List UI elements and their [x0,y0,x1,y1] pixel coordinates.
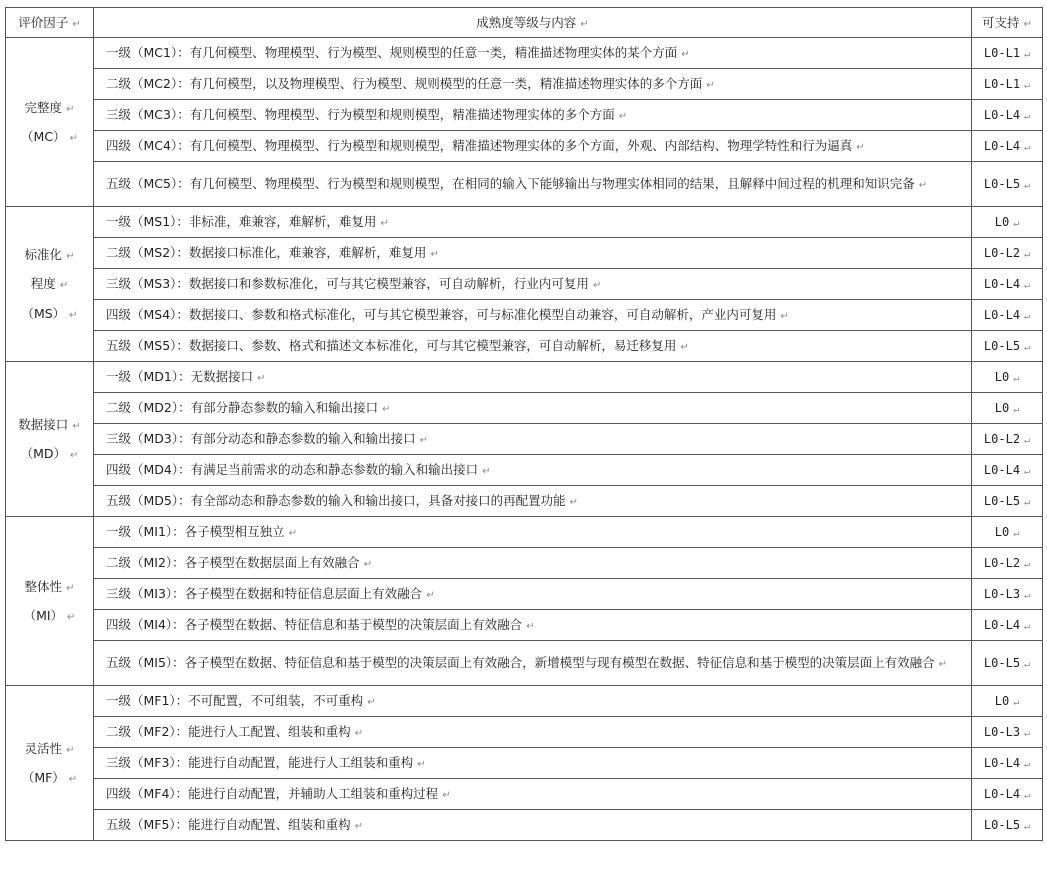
level-cell: L0-L5 ↵ [972,641,1043,686]
header-row [6,8,1043,38]
factor-line: （MC） ↵ [21,129,78,144]
table-row [6,717,1043,748]
level-cell: L0-L4 ↵ [972,748,1043,779]
level-cell: L0-L4 ↵ [972,100,1043,131]
content-cell: 三级（MI3）：各子模型在数据和特征信息层面上有效融合 ↵ [94,579,972,610]
level-cell: L0 ↵ [972,686,1043,717]
maturity-table [5,7,1043,841]
header-levels: 可支持 ↵ [972,8,1043,38]
content-cell: 二级（MC2）：有几何模型，以及物理模型、行为模型、规则模型的任意一类，精准描述物理实体的多个方面 ↵ [94,69,972,100]
table-row [6,393,1043,424]
table-row [6,779,1043,810]
level-cell: L0-L2 ↵ [972,238,1043,269]
content-cell: 四级（MD4）：有满足当前需求的动态和静态参数的输入和输出接口 ↵ [94,455,972,486]
level-cell: L0-L4 ↵ [972,610,1043,641]
level-cell: L0-L5 ↵ [972,331,1043,362]
content-cell: 一级（MC1）：有几何模型、物理模型、行为模型、规则模型的任意一类，精准描述物理实体的某个方面 ↵ [94,38,972,69]
content-cell: 二级（MS2）：数据接口标准化，难兼容，难解析，难复用 ↵ [94,238,972,269]
level-cell: L0-L5 ↵ [972,162,1043,207]
factor-cell [6,207,94,362]
level-cell: L0-L5 ↵ [972,810,1043,841]
table-row [6,362,1043,393]
table-row [6,548,1043,579]
level-cell: L0-L1 ↵ [972,69,1043,100]
content-cell: 一级（MS1）：非标准，难兼容，难解析，难复用 ↵ [94,207,972,238]
content-cell: 二级（MD2）：有部分静态参数的输入和输出接口 ↵ [94,393,972,424]
table-row [6,331,1043,362]
table-row [6,579,1043,610]
content-cell: 五级（MC5）：有几何模型、物理模型、行为模型和规则模型，在相同的输入下能够输出与物理实体相同的结果，且解释中间过程的机理和知识完备 ↵ [94,162,972,207]
factor-line: （MS） ↵ [21,305,78,321]
header-factor: 评价因子 ↵ [6,8,94,38]
table-row [6,269,1043,300]
table-row [6,162,1043,207]
table-row [6,810,1043,841]
table-row [6,100,1043,131]
level-cell: L0-L2 ↵ [972,548,1043,579]
level-cell: L0-L5 ↵ [972,486,1043,517]
content-cell: 三级（MC3）：有几何模型、物理模型、行为模型和规则模型，精准描述物理实体的多个方面 ↵ [94,100,972,131]
content-cell: 四级（MC4）：有几何模型、物理模型、行为模型和规则模型，精准描述物理实体的多个方面，外观、内部结构、物理学特性和行为逼真 ↵ [94,131,972,162]
content-cell: 三级（MS3）：数据接口和参数标准化，可与其它模型兼容，可自动解析，行业内可复用 ↵ [94,269,972,300]
level-cell: L0 ↵ [972,207,1043,238]
content-cell: 一级（MF1）：不可配置，不可组装，不可重构 ↵ [94,686,972,717]
factor-line: 标准化 ↵ [24,246,75,262]
factor-line: 灵活性 ↵ [24,740,75,756]
level-cell: L0 ↵ [972,393,1043,424]
level-cell: L0-L3 ↵ [972,717,1043,748]
table-row [6,610,1043,641]
content-cell: 四级（MS4）：数据接口、参数和格式标准化，可与其它模型兼容，可与标准化模型自动兼容，可自动解析，产业内可复用 ↵ [94,300,972,331]
content-cell: 五级（MF5）：能进行自动配置、组装和重构 ↵ [94,810,972,841]
factor-line: （MI） ↵ [23,608,76,623]
table-row [6,300,1043,331]
level-cell: L0 ↵ [972,362,1043,393]
factor-cell [6,362,94,517]
table-row [6,424,1043,455]
content-cell: 一级（MD1）：无数据接口 ↵ [94,362,972,393]
content-cell: 五级（MS5）：数据接口、参数、格式和描述文本标准化，可与其它模型兼容，可自动解析，易迁移复用 ↵ [94,331,972,362]
factor-cell [6,517,94,686]
level-cell: L0-L4 ↵ [972,779,1043,810]
content-cell: 三级（MF3）：能进行自动配置，能进行人工组装和重构 ↵ [94,748,972,779]
table-row [6,69,1043,100]
factor-line: 数据接口 ↵ [18,416,81,432]
factor-line: （MD） ↵ [20,446,79,461]
level-cell: L0-L4 ↵ [972,455,1043,486]
content-cell: 一级（MI1）：各子模型相互独立 ↵ [94,517,972,548]
level-cell: L0 ↵ [972,517,1043,548]
content-cell: 五级（MD5）：有全部动态和静态参数的输入和输出接口，具备对接口的再配置功能 ↵ [94,486,972,517]
table-body [6,38,1043,841]
table-row [6,238,1043,269]
content-cell: 五级（MI5）：各子模型在数据、特征信息和基于模型的决策层面上有效融合，新增模型与现有模型在数据、特征信息和基于模型的决策层面上有效融合 ↵ [94,641,972,686]
table-row [6,455,1043,486]
level-cell: L0-L4 ↵ [972,269,1043,300]
factor-cell [6,38,94,207]
factor-line: 完整度 ↵ [24,99,75,115]
content-cell: 二级（MI2）：各子模型在数据层面上有效融合 ↵ [94,548,972,579]
content-cell: 四级（MF4）：能进行自动配置，并辅助人工组装和重构过程 ↵ [94,779,972,810]
content-cell: 三级（MD3）：有部分动态和静态参数的输入和输出接口 ↵ [94,424,972,455]
level-cell: L0-L1 ↵ [972,38,1043,69]
factor-cell [6,686,94,841]
content-cell: 二级（MF2）：能进行人工配置、组装和重构 ↵ [94,717,972,748]
level-cell: L0-L4 ↵ [972,131,1043,162]
table-row [6,131,1043,162]
table-row [6,38,1043,69]
factor-line: （MF） ↵ [21,770,78,785]
content-cell: 四级（MI4）：各子模型在数据、特征信息和基于模型的决策层面上有效融合 ↵ [94,610,972,641]
table-row [6,641,1043,686]
table-row [6,686,1043,717]
level-cell: L0-L3 ↵ [972,579,1043,610]
table-row [6,486,1043,517]
header-content: 成熟度等级与内容 ↵ [94,8,972,38]
table-row [6,207,1043,238]
table-row [6,748,1043,779]
level-cell: L0-L2 ↵ [972,424,1043,455]
table-row [6,517,1043,548]
factor-line: 程度 ↵ [30,276,69,292]
factor-line: 整体性 ↵ [24,578,75,594]
level-cell: L0-L4 ↵ [972,300,1043,331]
